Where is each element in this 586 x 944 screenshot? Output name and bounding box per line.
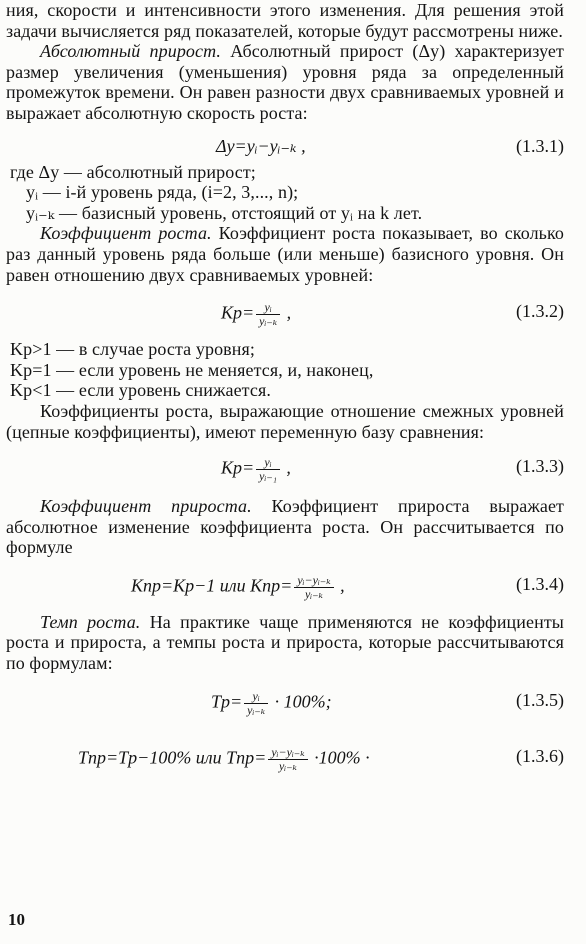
formula-1-3-3-lhs: Kр= — [221, 457, 255, 478]
definition-y-i: yᵢ — i-й уровень ряда, (i=2, 3,..., n); — [26, 182, 299, 203]
fraction-numerator: yᵢ — [256, 456, 280, 470]
formula-1-3-5-number: (1.3.5) — [516, 689, 564, 710]
condition-unchanged: Kр=1 — если уровень не меняется, и, наконец, — [10, 359, 374, 380]
heading-growth-rate: Темп роста. — [40, 611, 141, 632]
definition-delta-y: где Δy — абсолютный прирост; — [10, 161, 256, 182]
formula-1-3-4-expression — [131, 574, 345, 601]
formula-1-3-1-number: (1.3.1) — [516, 135, 564, 156]
fraction-numerator: yᵢ−yᵢ₋ₖ — [268, 746, 307, 760]
fraction-denominator: yᵢ₋ₖ — [278, 758, 297, 773]
formula-1-3-1-expression: Δy=yᵢ−yᵢ₋ₖ , — [216, 135, 306, 156]
formula-1-3-2-fraction — [256, 301, 280, 328]
condition-decrease: Kр<1 — если уровень снижается. — [10, 380, 271, 401]
formula-1-3-6-number: (1.3.6) — [516, 745, 564, 766]
formula-1-3-6-fraction — [268, 746, 307, 773]
definitions-list — [6, 162, 564, 224]
heading-increment-coefficient: Коэффициент прироста. — [40, 496, 252, 517]
formula-1-3-5-lhs: Tр= — [211, 691, 243, 712]
heading-absolute-growth: Абсолютный прирост. — [40, 41, 222, 62]
text-absolute-growth: Абсолютный прирост (Δy) характеризует размер увеличения (уменьшения) уровня ряда за определенный промежуток времени. Он равен разности двух сравниваемых уровней и выражает абсолютную скорость роста: — [6, 41, 564, 123]
paragraph-growth-coefficient — [6, 223, 564, 285]
formula-1-3-4-lhs: Kпр=Kр−1 или Kпр= — [131, 575, 293, 596]
formula-1-3-1 — [6, 136, 564, 158]
fraction-denominator: yᵢ₋₁ — [259, 469, 277, 484]
definition-y-i-k: yᵢ₋ₖ — базисный уровень, отстоящий от yᵢ на k лет. — [26, 202, 423, 223]
formula-1-3-6-tail: ·100% · — [309, 747, 370, 768]
condition-growth: Kр>1 — в случае роста уровня; — [10, 339, 255, 360]
text-growth-coefficient: Коэффициент роста показывает, во сколько раз данный уровень ряда больше (или меньше) базисного уровня. Он равен отношению двух сравниваемых уровней: — [6, 223, 565, 285]
fraction-denominator: yᵢ₋ₖ — [259, 314, 278, 329]
formula-1-3-2 — [6, 291, 564, 333]
heading-growth-coefficient: Коэффициент роста. — [40, 223, 212, 244]
fraction-numerator: yᵢ — [244, 690, 268, 704]
formula-1-3-5-tail: · 100%; — [270, 691, 332, 712]
formula-1-3-3-tail: , — [281, 457, 291, 478]
fraction-denominator: yᵢ₋ₖ — [247, 702, 266, 717]
formula-1-3-5 — [6, 680, 564, 722]
formula-1-3-2-lhs: Kр= — [221, 302, 255, 323]
conditions-list — [6, 339, 564, 401]
formula-1-3-5-expression — [211, 690, 332, 717]
formula-1-3-2-number: (1.3.2) — [516, 301, 564, 322]
formula-1-3-4-fraction — [294, 574, 333, 601]
formula-1-3-4-number: (1.3.4) — [516, 573, 564, 594]
paragraph-growth-rate — [6, 612, 564, 674]
formula-1-3-3-expression — [221, 456, 291, 483]
page-number: 10 — [8, 910, 25, 929]
text-growth-rate: На практике чаще применяются не коэффициенты роста и прироста, а темпы роста и прироста, которые рассчитываются по формулам: — [6, 611, 564, 674]
formula-1-3-6 — [6, 736, 564, 778]
text-increment-coefficient: Коэффициент прироста выражает абсолютное изменение коэффициента роста. Он рассчитывается по формуле — [6, 496, 565, 558]
formula-1-3-6-expression — [78, 746, 370, 773]
formula-1-3-6-lhs: Tпр=Tр−100% или Tпр= — [78, 747, 267, 768]
paragraph-absolute-growth — [6, 41, 564, 123]
fraction-denominator: yᵢ₋ₖ — [304, 586, 323, 601]
formula-1-3-2-tail: , — [282, 302, 292, 323]
paragraph-intro: ния, скорости и интенсивности этого изменения. Для решения этой задачи вычисляется ряд показателей, которые будут рассмотрены ниже. — [6, 0, 564, 41]
formula-1-3-3 — [6, 446, 564, 488]
paragraph-chain-coefficients: Коэффициенты роста, выражающие отношение смежных уровней (цепные коэффициенты), имеют переменную базу сравнения: — [6, 400, 564, 442]
formula-1-3-3-number: (1.3.3) — [516, 456, 564, 477]
formula-1-3-5-fraction — [244, 690, 268, 717]
formula-1-3-4-tail: , — [335, 575, 345, 596]
fraction-numerator: yᵢ−yᵢ₋ₖ — [294, 574, 333, 588]
formula-1-3-3-fraction — [256, 456, 280, 483]
formula-1-3-2-expression — [221, 301, 291, 328]
fraction-numerator: yᵢ — [256, 301, 280, 315]
paragraph-increment-coefficient — [6, 496, 564, 558]
formula-1-3-4 — [6, 564, 564, 606]
